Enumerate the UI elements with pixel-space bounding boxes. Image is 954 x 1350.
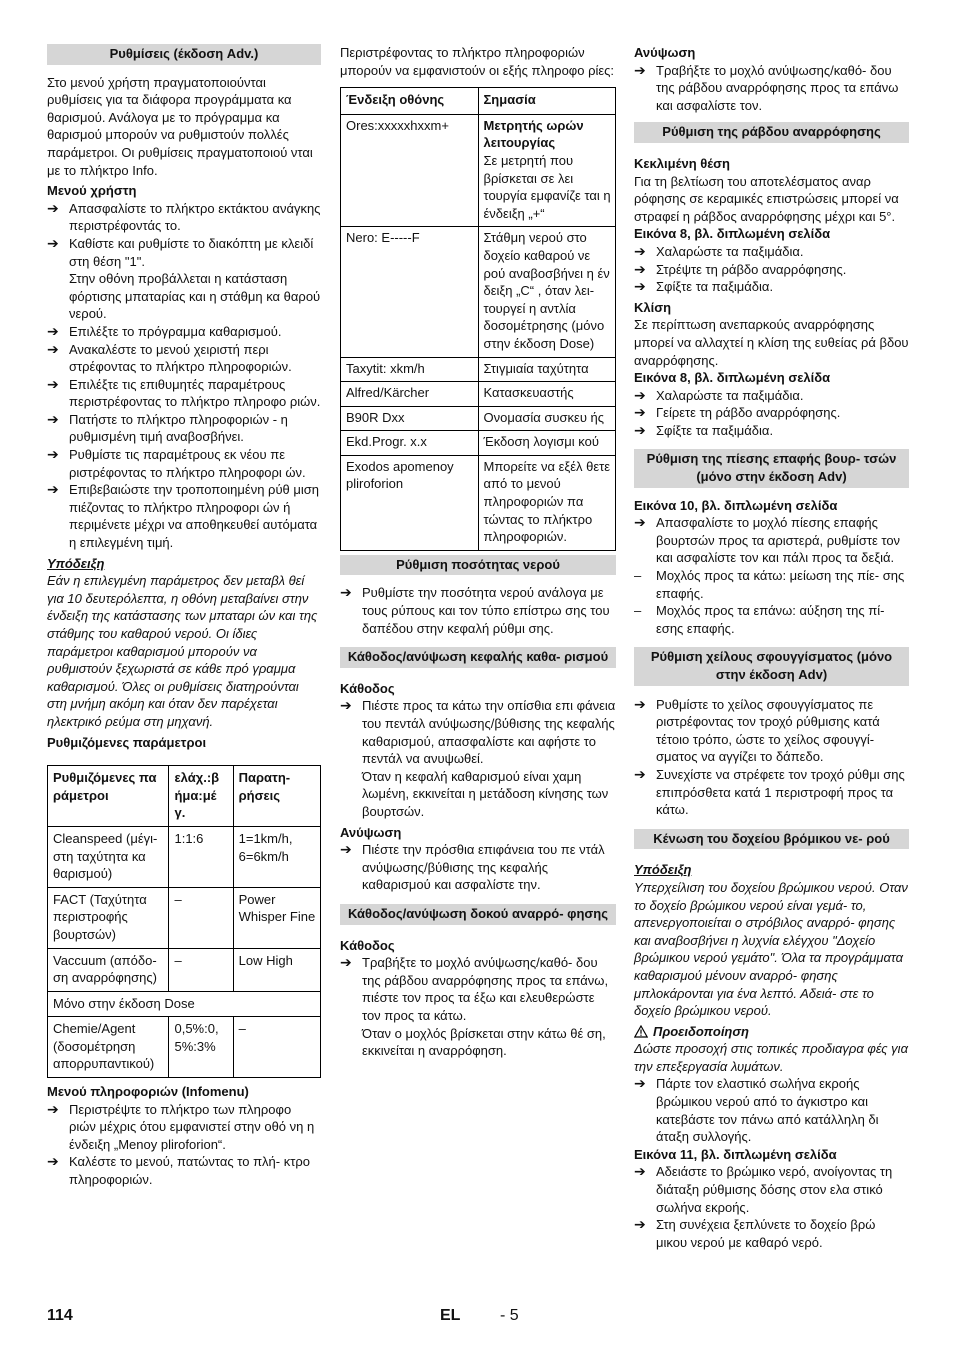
step-item: ➔ Αδειάστε το βρώμικο νερό, ανοίγοντας τη διάταξη ρύθμισης δόσης στον ελα στικό σωλήνα εκροής. xyxy=(634,1163,893,1215)
table-header-cell: Παρατη- ρήσεις xyxy=(233,766,320,827)
step-item: ➔ Περιστρέψτε το πλήκτρο των πληροφο ριών μέχρις ότου εμφανιστεί στην οθό νη η ένδειξη „Menoy pliroforion“. xyxy=(47,1100,315,1152)
column-2 xyxy=(340,44,616,1060)
section-heading-squeegee-adjust: Ρύθμιση της ράβδου αναρρόφησης xyxy=(634,122,909,143)
figure-reference: Εικόνα 11, βλ. διπλωμένη σελίδα xyxy=(634,1146,837,1162)
arrow-icon: ➔ xyxy=(634,242,646,259)
step-item: ➔ Πιέστε προς τα κάτω την οπίσθια επι φάνεια του πεντάλ ανύψωσης/βύθισης της κεφαλής καθαρισμού, απασφαλίστε και αφήστε το πεντάλ να ανυψωθεί. Όταν η κεφαλή καθαρισμού είναι χαμη λωμένη, εκκινείται η μετάδοση κίνησης των βουρτσών. xyxy=(340,697,616,819)
table-cell: Κατασκευαστής xyxy=(478,382,616,407)
table-cell: FACT (Ταχύτητα περιστροφής βουρτσών) xyxy=(48,887,169,948)
step-item: ➔ Σφίξτε τα παξιμάδια. xyxy=(634,278,774,295)
dash-icon: – xyxy=(634,603,642,619)
arrow-icon: ➔ xyxy=(634,1216,646,1233)
table-cell: Vaccuum (απόδο- ση αναρρόφησης) xyxy=(48,948,169,991)
table-cell-span: Μόνο στην έκδοση Dose xyxy=(48,991,321,1017)
language-code: EL xyxy=(440,1307,461,1324)
subheading-raise: Ανύψωση xyxy=(634,45,696,60)
table-cell: Μετρητής ωρών λειτουργίας Σε μετρητή που βρίσκεται σε λει τουργία εμφανίζε ται η ένδειξη „+“ xyxy=(478,114,616,227)
arrow-icon: ➔ xyxy=(47,410,59,427)
paragraph-info-intro: Περιστρέφοντας το πλήκτρο πληροφοριών μπορούν να εμφανιστούν οι εξής πληροφο ρίες: xyxy=(340,45,615,78)
step-item: ➔ Στη συνέχεια ξεπλύνετε το δοχείο βρώ μικου νερού με καθαρό νερό. xyxy=(634,1216,876,1250)
table-cell: Έκδοση λογισμι κού xyxy=(478,431,616,456)
section-heading-empty-tank: Κένωση του δοχείου βρόμικου νε- ρού xyxy=(634,829,909,850)
subheading-user-menu: Μενού χρήστη xyxy=(47,183,137,199)
table-row xyxy=(48,948,321,991)
table-cell: 1=1km/h, 6=6km/h xyxy=(233,826,320,887)
step-extra: Όταν η κεφαλή καθαρισμού είναι χαμη λωμένη, εκκινείται η μετάδοση κίνησης των βουρτσών. xyxy=(362,768,609,819)
paragraph-tilted: Για τη βελτίωση του αποτελέσματος αναρ ρόφησης σε κεραμικές επιστρώσεις μπορεί να στραφεί η ράβδος αναρρόφησης μέχρι και 5°. xyxy=(634,173,899,224)
arrow-icon: ➔ xyxy=(47,340,59,357)
arrow-icon: ➔ xyxy=(47,481,59,498)
table-cell: Taxytit: xkm/h xyxy=(341,357,479,382)
table-cell: 0,5%:0, 5%:3% xyxy=(169,1017,233,1078)
step-item: ➔ Επιλέξτε τις επιθυμητές παραμέτρους περιστρέφοντας το πλήκτρο πληροφο ριών. xyxy=(47,375,321,410)
arrow-icon: ➔ xyxy=(634,404,646,421)
table-row xyxy=(341,406,616,431)
table-row xyxy=(341,455,616,550)
table-cell: Ores:xxxxxhxxm+ xyxy=(341,114,479,227)
step-item: ➔ Επιβεβαιώστε την τροποποιημένη ρύθ μιση πιέζοντας το πλήκτρο πληροφορι ών ή περιμένετε μέχρι να αποθηκευθεί αυτόματα η επιλεγμένη τιμή. xyxy=(47,481,320,551)
arrow-icon: ➔ xyxy=(47,322,59,339)
note-text: Υπερχείλιση του δοχείου βρώμικου νερού. Οταν το δοχείο βρώμικου νερού είναι γεμά- το, απενεργοποιείται ο στρόβιλος αναρρό- φησης και αναβοσβήνει η λυχνία ελέγχου "Δοχείο βρώμικου νερού γεμάτο". Όλα τα προγράμματα καθαρισμού μένουν αναρρό- φησης μπλοκάρονται για ένα λεπτό. Αδειά- στε το δοχείο βρώμικου νερού. xyxy=(634,879,908,1019)
table-cell: Ekd.Progr. x.x xyxy=(341,431,479,456)
section-heading-water: Ρύθμιση ποσότητας νερού xyxy=(340,555,616,576)
table-cell: – xyxy=(169,887,233,948)
table-row xyxy=(48,991,321,1017)
step-item: ➔ Ρυθμίστε το χείλος σφουγγίσματος πε ριστρέφοντας τον τροχό ρύθμισης κατά τέτοιο τρόπο, ώστε το χείλος σφουγγί- σματος να αγγίζει το δάπεδο. xyxy=(634,695,880,765)
arrow-icon: ➔ xyxy=(634,695,646,712)
table-cell: Alfred/Kärcher xyxy=(341,382,479,407)
arrow-icon: ➔ xyxy=(634,386,646,403)
arrow-icon: ➔ xyxy=(634,421,646,438)
subheading-incline: Κλίση xyxy=(634,299,672,315)
table-cell: – xyxy=(233,1017,320,1078)
arrow-icon: ➔ xyxy=(47,375,59,392)
paragraph-incline: Σε περίπτωση ανεπαρκούς αναρρόφησης μπορεί να αλλαχτεί η κλίση της ευθείας ρά βδου αναρρόφησης. xyxy=(634,317,909,368)
arrow-icon: ➔ xyxy=(47,1153,59,1170)
arrow-icon: ➔ xyxy=(47,446,59,463)
table-cell: 1:1:6 xyxy=(169,826,233,887)
step-item: ➔ Ανακαλέστε το μενού χειριστή περι στρέφοντας το πλήκτρο πληροφοριών. xyxy=(47,340,292,375)
column-3 xyxy=(634,44,909,1251)
section-heading-squeegee-lip: Ρύθμιση χείλους σφουγγίσματος (μόνο στην έκδοση Adv) xyxy=(634,647,909,685)
paragraph-intro: Στο μενού χρήστη πραγματοποιούνται ρυθμίσεις για τα διάφορα προγράμματα κα θαρισμού. Ανάλογα με το πρόγραμμα κα θαρισμού μπορούν να ρυθμιστούν πολλές παράμετροι. Οι ρυθμίσεις πραγματοποιού νται με το πλήκτρο Info. xyxy=(47,74,313,178)
table-cell: Low High xyxy=(233,948,320,991)
figure-reference: Εικόνα 10, βλ. διπλωμένη σελίδα xyxy=(634,497,838,513)
step-extra: Στην οθόνη προβάλλεται η κατάσταση φόρτισης μπαταρίας και η στάθμη κα θαρού νερού. xyxy=(69,271,321,322)
step-item: ➔ Απασφαλίστε το μοχλό πίεσης επαφής βουρτσών προς τα αριστερά, ρυθμίστε τον και ασφαλίστε τον και πάλι προς τα δεξιά. xyxy=(634,514,901,566)
table-cell: Στάθμη νερού στο δοχείο καθαρού νε ρού αναβοσβήνει η έν δειξη „C“ , όταν λει- τουργεί η αντλία δοσομέτρησης (μόνο στην έκδοση Dose) xyxy=(478,227,616,357)
table-cell: Chemie/Agent (δοσομέτρηση απορρυπαντικού) xyxy=(48,1017,169,1078)
table-row xyxy=(48,826,321,887)
dash-item: – Μοχλός προς τα κάτω: μείωση της πίε- σης επαφής. xyxy=(634,568,905,601)
table-header-row xyxy=(341,88,616,115)
figure-reference: Εικόνα 8, βλ. διπλωμένη σελίδα xyxy=(634,370,831,386)
table-row xyxy=(48,1017,321,1078)
table-cell: Στιγμιαία ταχύτητα xyxy=(478,357,616,382)
subheading-params: Ρυθμιζόμενες παράμετροι xyxy=(47,734,207,750)
step-item: ➔ Γείρετε τη ράβδο αναρρόφησης. xyxy=(634,404,841,421)
step-item: ➔ Πατήστε το πλήκτρο πληροφοριών - η ρυθμισμένη τιμή αναβοσβήνει. xyxy=(47,410,288,445)
table-row xyxy=(341,114,616,227)
section-heading-settings: Ρυθμίσεις (έκδοση Adv.) xyxy=(47,44,321,65)
section-heading-brush-pressure: Ρύθμιση της πίεσης επαφής βουρ- τσών (μόνο στην έκδοση Adv) xyxy=(634,449,909,487)
arrow-icon: ➔ xyxy=(340,697,352,714)
table-cell: – xyxy=(169,948,233,991)
arrow-icon: ➔ xyxy=(634,260,646,277)
table-row xyxy=(341,382,616,407)
step-item: ➔ Τραβήξτε το μοχλό ανύψωσης/καθό- δου της ράβδου αναρρόφησης προς τα επάνω, πιέστε τον προς τα έξω και ελευθερώστε τον προς τα κάτω. Όταν ο μοχλός βρίσκεται στην κάτω θέ ση, εκκινείται η αναρρόφηση. xyxy=(340,954,609,1059)
subheading-lower: Κάθοδος xyxy=(340,680,395,696)
arrow-icon: ➔ xyxy=(634,514,646,531)
dash-item: – Μοχλός προς τα επάνω: αύξηση της πί- εσης επαφής. xyxy=(634,603,885,636)
step-item: ➔ Τραβήξτε το μοχλό ανύψωσης/καθό- δου της ράβδου αναρρόφησης προς τα επάνω και ασφαλίστε τον. xyxy=(634,61,899,113)
info-table xyxy=(340,87,616,551)
step-item: ➔ Καθίστε και ρυθμίστε το διακόπτη με κλειδί στη θέση "1". Στην οθόνη προβάλλεται η κατάσταση φόρτισης μπαταρίας και η στάθμη κα θαρού νερού. xyxy=(47,234,321,322)
table-row xyxy=(341,227,616,357)
warning-label: Προειδοποίηση xyxy=(653,1023,749,1039)
step-item: ➔ Συνεχίστε να στρέφετε τον τροχό ρύθμι σης επιπρόσθετα κατά 1 περιστροφή προς τα κάτω. xyxy=(634,765,905,818)
table-header-cell: Σημασία xyxy=(478,88,616,115)
arrow-icon: ➔ xyxy=(634,1075,646,1092)
figure-reference: Εικόνα 8, βλ. διπλωμένη σελίδα xyxy=(634,226,831,242)
arrow-icon: ➔ xyxy=(340,954,352,971)
subheading-info-menu: Μενού πληροφοριών (Infomenu) xyxy=(47,1084,249,1100)
step-item: ➔ Πιέστε την πρόσθια επιφάνεια του πε ντάλ ανύψωσης/βύθισης της κεφαλής καθαρισμού και ασφαλίστε την. xyxy=(340,841,605,893)
step-item: ➔ Σφίξτε τα παξιμάδια. xyxy=(634,421,774,438)
step-item: ➔ Επιλέξτε το πρόγραμμα καθαρισμού. xyxy=(47,322,282,339)
subheading-lower: Κάθοδος xyxy=(340,937,395,953)
table-header-cell: Ένδειξη οθόνης xyxy=(341,88,479,115)
table-cell: Μπορείτε να εξέλ θετε από το μενού πληροφοριών πα τώντας το πλήκτρο πληροφοριών. xyxy=(478,455,616,550)
table-cell: Ονομασία συσκευ ής xyxy=(478,406,616,431)
section-page-number: - 5 xyxy=(500,1307,519,1324)
step-item: ➔ Απασφαλίστε το πλήκτρο εκτάκτου ανάγκης περιστρέφοντάς το. xyxy=(47,199,321,234)
table-cell: B90R Dxx xyxy=(341,406,479,431)
subheading-tilted: Κεκλιμένη θέση xyxy=(634,155,730,171)
column-1 xyxy=(47,44,321,1189)
step-item: ➔ Ρυθμίστε τις παραμέτρους εκ νέου πε ριστρέφοντας το πλήκτρο πληροφορι ών. xyxy=(47,446,306,480)
step-item: ➔ Πάρτε τον ελαστικό σωλήνα εκροής βρώμικου νερού από το άγκιστρο και κατεβάστε τον πάνω από κατάλληλη δι άταξη συλλογής. xyxy=(634,1075,879,1145)
table-header-cell: Ρυθμιζόμενες πα ράμετροι xyxy=(48,766,169,827)
arrow-icon: ➔ xyxy=(340,841,352,858)
params-table xyxy=(47,765,321,1078)
table-row xyxy=(341,357,616,382)
subheading-raise: Ανύψωση xyxy=(340,824,402,840)
arrow-icon: ➔ xyxy=(47,234,59,251)
step-item: ➔ Χαλαρώστε τα παξιμάδια. xyxy=(634,242,804,259)
arrow-icon: ➔ xyxy=(634,278,646,295)
step-item: ➔ Καλέστε το μενού, πατώντας το πλή- κτρο πληροφοριών. xyxy=(47,1153,310,1188)
arrow-icon: ➔ xyxy=(634,1163,646,1180)
note-label: Υπόδειξη xyxy=(634,862,692,878)
table-cell: Power Whisper Fine xyxy=(233,887,320,948)
section-heading-squeegee: Κάθοδος/ανύψωση δοκού αναρρό- φησης xyxy=(340,904,616,925)
table-cell: Exodos apomenoy pliroforion xyxy=(341,455,479,550)
table-header-cell: ελάχ.:β ήμα:μέ γ. xyxy=(169,766,233,827)
table-cell: Nero: E-----F xyxy=(341,227,479,357)
arrow-icon: ➔ xyxy=(47,199,59,216)
table-cell: Cleanspeed (μέγι- στη ταχύτητα κα θαρισμού) xyxy=(48,826,169,887)
table-row xyxy=(341,431,616,456)
step-extra: Όταν ο μοχλός βρίσκεται στην κάτω θέ ση, εκκινείται η αναρρόφηση. xyxy=(362,1025,606,1059)
dash-icon: – xyxy=(634,568,642,584)
warning-triangle-icon xyxy=(634,1025,648,1038)
arrow-icon: ➔ xyxy=(634,765,646,782)
step-item: ➔ Στρέψτε τη ράβδο αναρρόφησης. xyxy=(634,260,847,277)
step-item: ➔ Ρυθμίστε την ποσότητα νερού ανάλογα με τους ρύπους και τον τύπο επίστρω σης του δαπέδου στην κεφαλή ρύθμι σης. xyxy=(340,584,610,636)
page-number: 114 xyxy=(47,1307,73,1324)
step-item: ➔ Χαλαρώστε τα παξιμάδια. xyxy=(634,386,804,403)
note-label: Υπόδειξη xyxy=(47,555,105,571)
note-text: Εάν η επιλεγμένη παράμετρος δεν μεταβλ θεί για 10 δευτερόλεπτα, η οθόνη μεταβαίνει στην ένδειξη της κατάστασης των μπαταρι ών και της στάθμης του καθαρού νερού. Οι ίδιες παράμετροι καθαρισμού μπορούν να ρυθμιστούν ξεχωριστά σε κάθε πρό γραμμα καθαρισμού. Όλες οι ρυθμίσεις διατηρούνται στη μνήμη ακόμη και όταν δεν παρέχεται ηλεκτρικό ρεύμα στη μηχανή. xyxy=(47,573,318,729)
warning-text: Δώστε προσοχή στις τοπικές προδιαγρα φές για την επεξεργασία λυμάτων. xyxy=(634,1041,908,1074)
arrow-icon: ➔ xyxy=(47,1100,59,1117)
arrow-icon: ➔ xyxy=(340,584,352,601)
section-heading-head: Κάθοδος/ανύψωση κεφαλής καθα- ρισμού xyxy=(340,647,616,668)
table-header-row xyxy=(48,766,321,827)
arrow-icon: ➔ xyxy=(634,61,646,78)
warning-heading xyxy=(634,1023,909,1041)
table-row xyxy=(48,887,321,948)
